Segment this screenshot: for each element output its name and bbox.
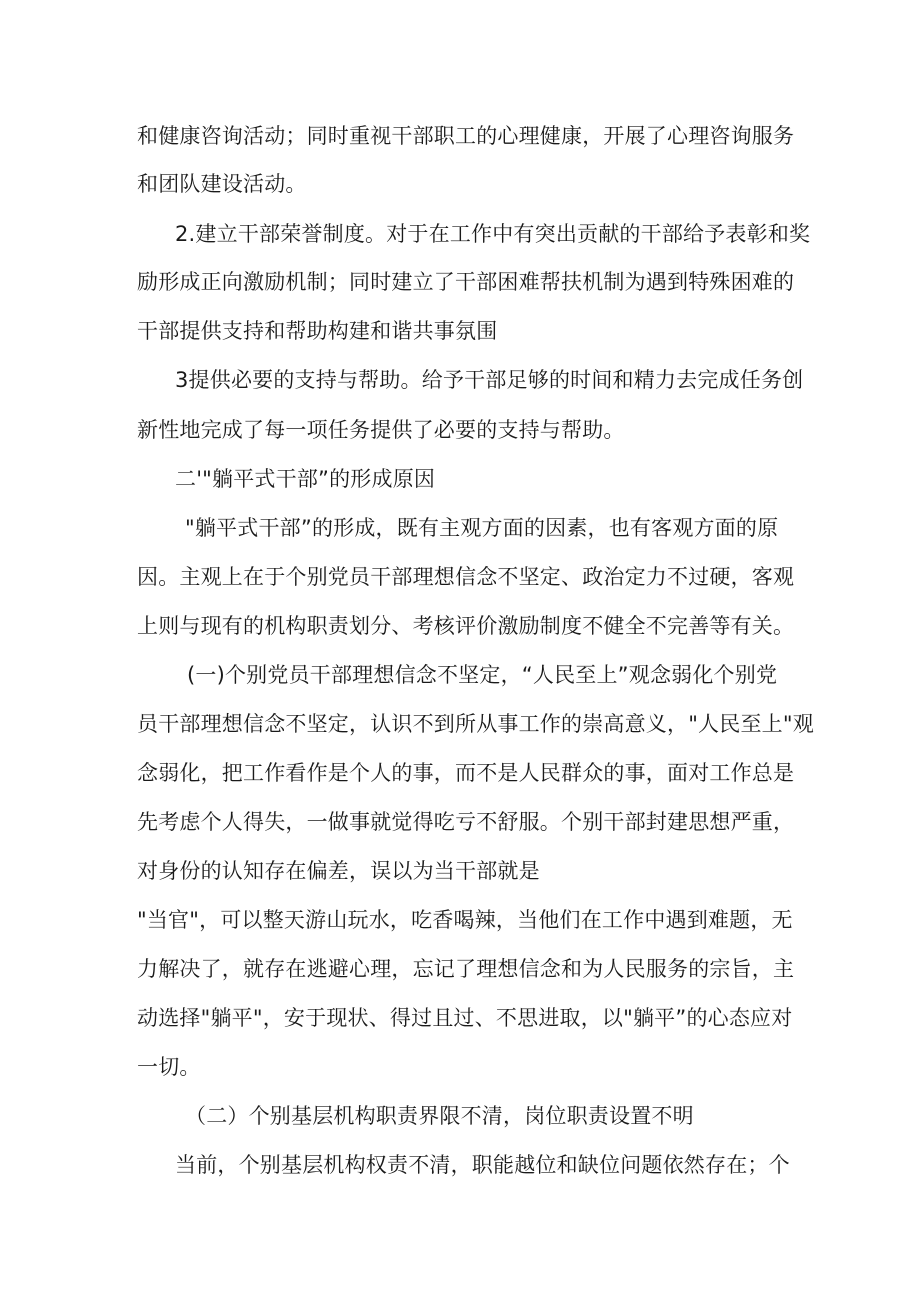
text-line-22: 当前，个别基层机构权责不清，职能越位和缺位问题依然存在；个 [175, 1153, 790, 1177]
text-line-20: 一切。 [137, 1055, 201, 1079]
text-line-3: 2.建立干部荣誉制度。对于在工作中有突出贡献的干部给予表彰和奖 [175, 222, 811, 246]
text-line-17: "当官"，可以整天游山玩水，吃香喝辣，当他们在工作中遇到难题，无 [137, 908, 793, 932]
text-line-10: 因。主观上在于个别党员干部理想信念不坚定、政治定力不过硬，客观 [137, 565, 795, 589]
text-line-11: 上则与现有的机构职责划分、考核评价激励制度不健全不完善等有关。 [137, 614, 795, 638]
text-line-19: 动选择"躺平"，安于现状、得过且过、不思进取，以"躺平”的心态应对 [137, 1006, 793, 1030]
text-line-14: 念弱化，把工作看作是个人的事，而不是人民群众的事，面对工作总是 [137, 761, 795, 785]
text-line-1: 和健康咨询活动；同时重视干部职工的心理健康，开展了心理咨询服务 [137, 124, 795, 148]
text-line-15: 先考虑个人得失，一做事就觉得吃亏不舒服。个别干部封建思想严重， [137, 810, 795, 834]
subsection-heading-1: (一)个别党员干部理想信念不坚定，“人民至上”观念弱化个别党 [187, 663, 778, 687]
subsection-heading-2: （二）个别基层机构职责界限不清，岗位职责设置不明 [185, 1104, 694, 1128]
text-line-7: 新性地完成了每一项任务提供了必要的支持与帮助。 [137, 418, 625, 442]
text-line-16: 对身份的认知存在偏差，误以为当干部就是 [137, 859, 540, 883]
text-line-9: "躺平式干部”的形成，既有主观方面的因素，也有客观方面的原 [185, 516, 779, 540]
text-line-4: 励形成正向激励机制；同时建立了干部困难帮扶机制为遇到特殊困难的 [137, 270, 795, 294]
text-line-5: 干部提供支持和帮助构建和谐共事氛围 [137, 319, 498, 343]
text-line-18: 力解决了，就存在逃避心理，忘记了理想信念和为人民服务的宗旨，主 [137, 957, 795, 981]
section-heading-2: 二'"躺平式干部”的形成原因 [175, 467, 436, 491]
text-line-6: 3提供必要的支持与帮助。给予干部足够的时间和精力去完成任务创 [175, 368, 804, 392]
text-line-13: 员干部理想信念不坚定，认识不到所从事工作的崇高意义，"人民至上"观 [137, 712, 814, 736]
text-line-2: 和团队建设活动。 [137, 172, 307, 196]
